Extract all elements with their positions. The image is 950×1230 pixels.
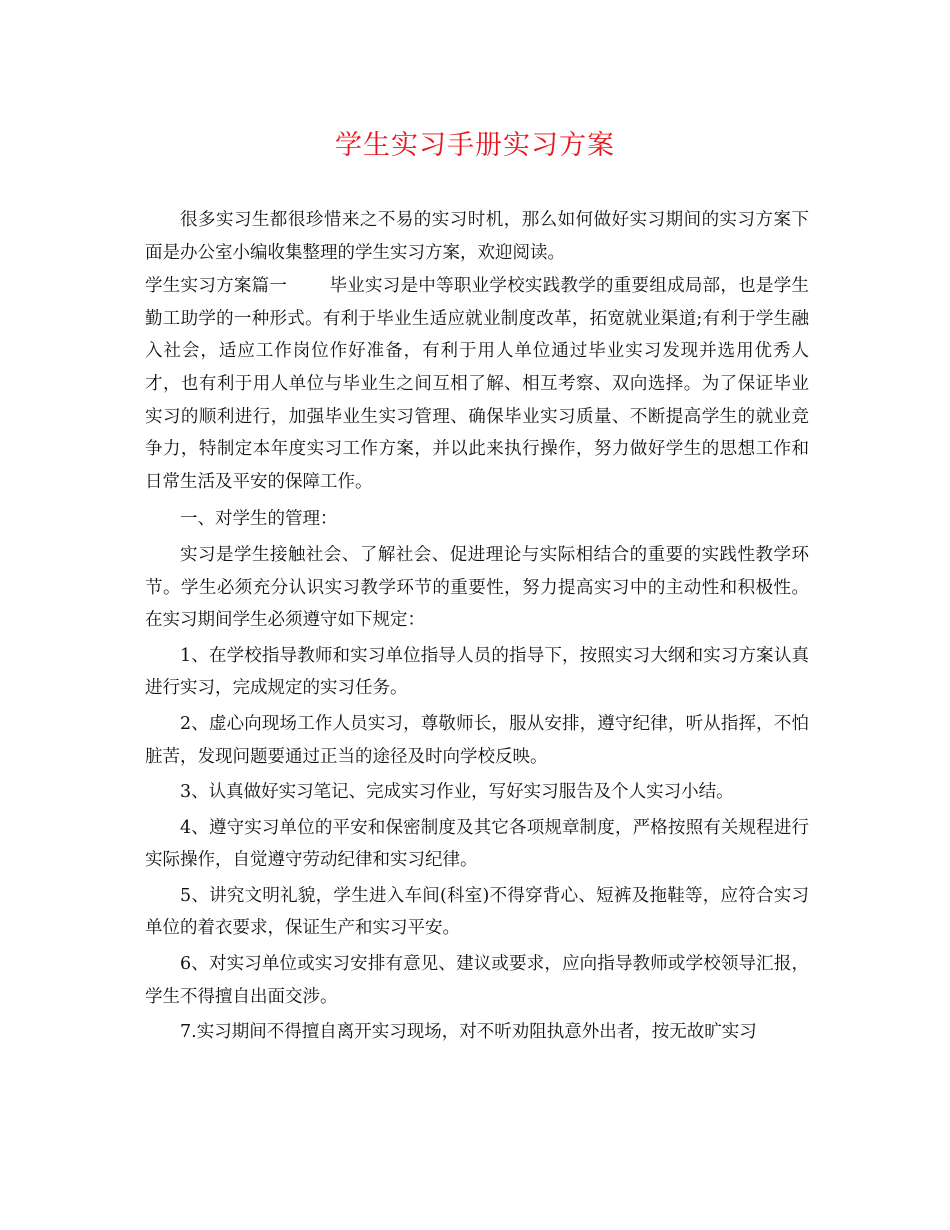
paragraph-internship-intro: 实习是学生接触社会、了解社会、促进理论与实际相结合的重要的实践性教学环节。学生必须充分认识实习教学环节的重要性，努力提高实习中的主动性和积极性。在实习期间学生必须遵守如下规定： [145,544,809,631]
rule-item: 3、认真做好实习笔记、完成实习作业，写好实习服告及个人实习小结。 [180,782,734,803]
document-body [145,204,809,1049]
rule-item: 2、虚心向现场工作人员实习，尊敬师长，服从安排，遵守纪律，听从指挥，不怕脏苦，发现问题要通过正当的途径及时向学校反映。 [145,713,809,767]
rule-item: 4、遵守实习单位的平安和保密制度及其它各项规章制度，严格按照有关规程进行实际操作，自觉遵守劳动纪律和实习纪律。 [145,817,809,871]
section-body: 毕业实习是中等职业学校实践教学的重要组成局部，也是学生勤工助学的一种形式。有利于毕业生适应就业制度改革，拓宽就业渠道;有利于学生融入社会，适应工作岗位作好准备，有利于用人单位通过毕业实习发现并选用优秀人才，也有利于用人单位与毕业生之间互相了解、相互考察、双向选择。为了保证毕业实习的顺利进行，加强毕业生实习管理、确保毕业实习质量、不断提高学生的就业竞争力，特制定本年度实习工作方案，并以此来执行操作，努力做好学生的思想工作和日常生活及平安的保障工作。 [145,276,809,492]
document-title: 学生实习手册实习方案 [335,130,615,161]
section-paragraph [145,270,809,498]
rule-item: 1、在学校指导教师和实习单位指导人员的指导下，按照实习大纲和实习方案认真进行实习，完成规定的实习任务。 [145,645,809,699]
rule-item: 7.实习期间不得擅自离开实习现场，对不听劝阻执意外出者，按无故旷实习 [180,1022,757,1043]
rule-item: 5、讲究文明礼貌，学生进入车间(科室)不得穿背心、短裤及拖鞋等，应符合实习单位的着衣要求，保证生产和实习平安。 [145,885,809,939]
section-label: 学生实习方案篇一 [145,276,288,297]
rule-item: 6、对实习单位或实习安排有意见、建议或要求，应向指导教师或学校领导汇报，学生不得擅自出面交涉。 [145,954,809,1007]
heading-student-management: 一、对学生的管理： [180,509,338,530]
intro-paragraph: 很多实习生都很珍惜来之不易的实习时机，那么如何做好实习期间的实习方案下面是办公室小编收集整理的学生实习方案，欢迎阅读。 [145,210,809,263]
